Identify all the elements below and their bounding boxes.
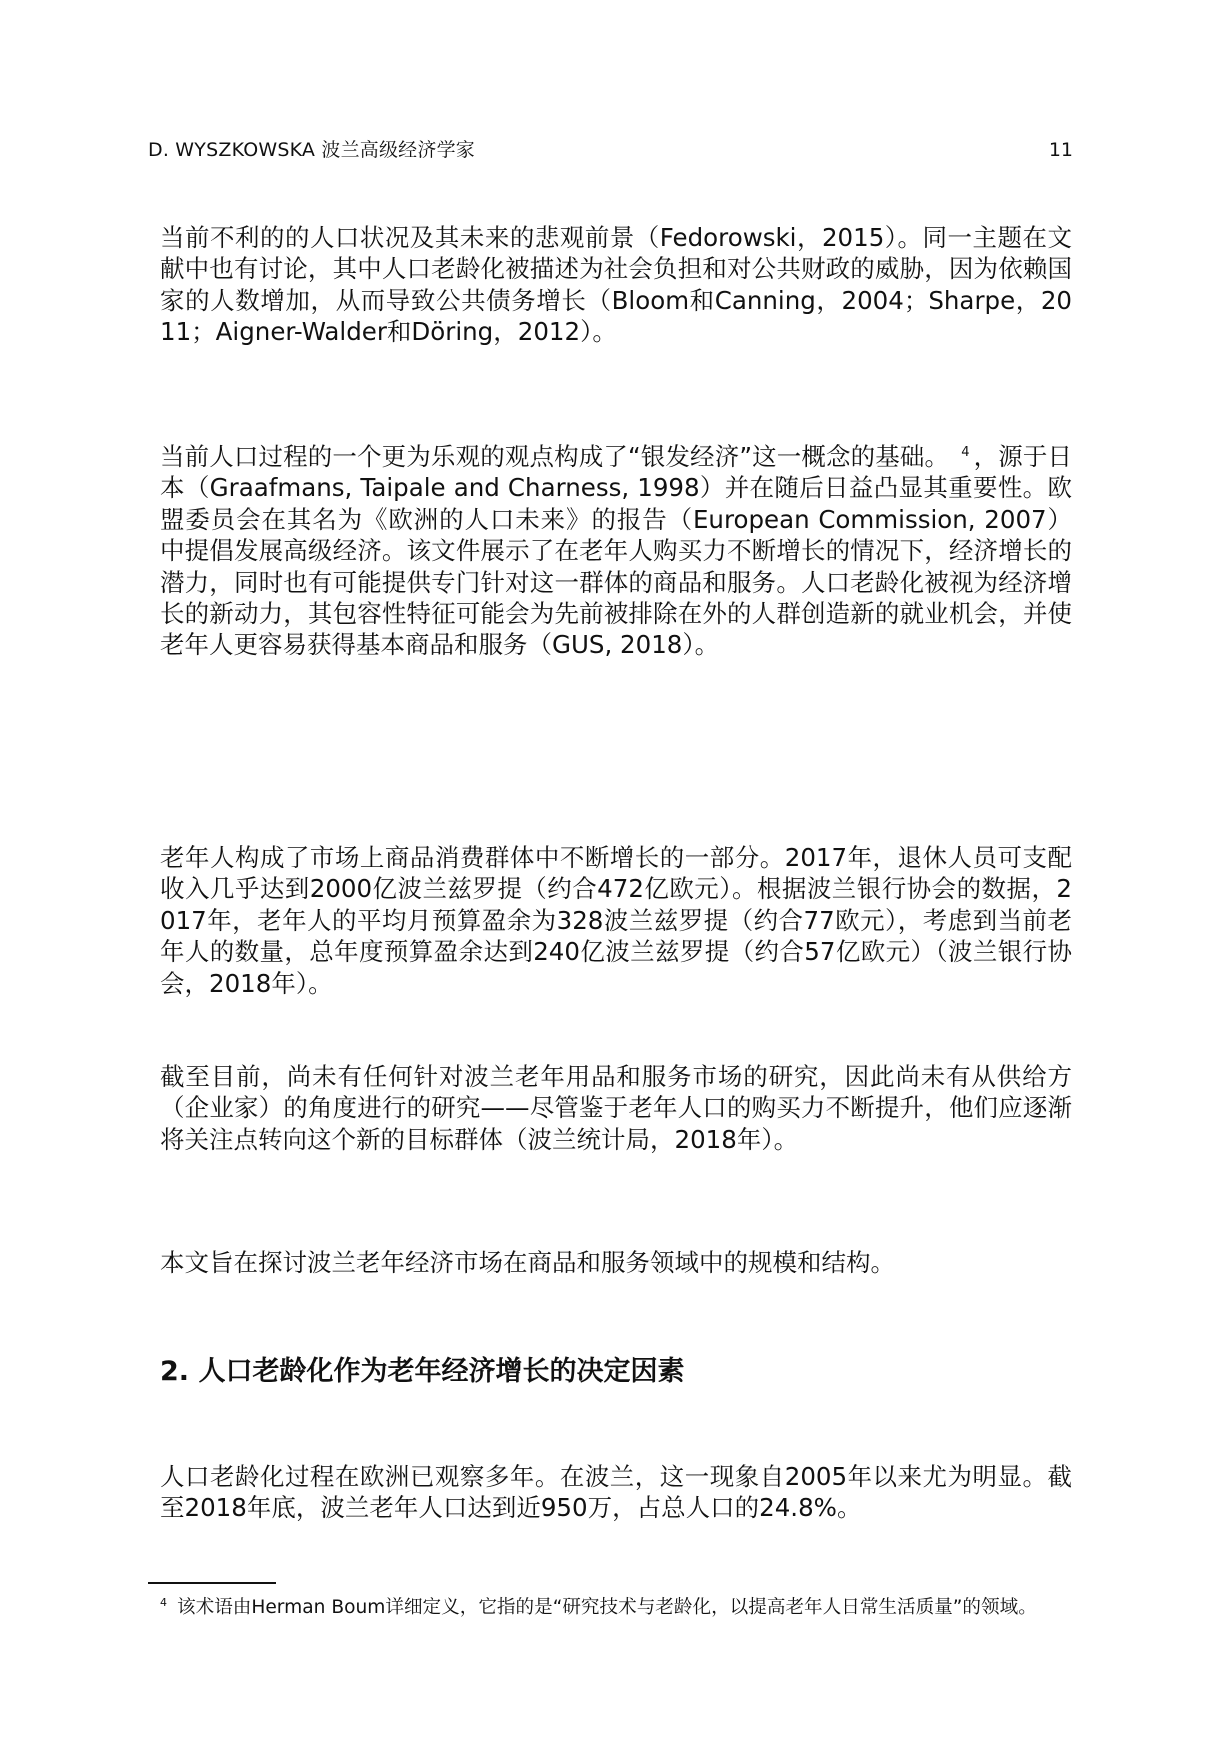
footnote-text: 该术语由Herman Boum详细定义，它指的是“研究技术与老龄化，以提高老年人日常生活质量”的领域。 <box>177 1597 1037 1618</box>
paragraph-2-text-end: ，源于日本（Graafmans, Taipale and Charness, 1998）并在随后日益凸显其重要性。欧盟委员会在其名为《欧洲的人口未来》的报告（European Commission, 2007）中提倡发展高级经济。该文件展示了在老年人购买力不断增长的情况下，经济增长的潜力，同时也有可能提供专门针对这一群体的商品和服务。人口老龄化被视为经济增长的新动力，其包容性特征可能会为先前被排除在外的人群创造新的就业机会，并使老年人更容易获得基本商品和服务（GUS, 2018）。 <box>160 442 1073 660</box>
body-paragraph-6: 人口老龄化过程在欧洲已观察多年。在波兰，这一现象自2005年以来尤为明显。截至2018年底，波兰老年人口达到近950万，占总人口的24.8%。 <box>160 1462 1072 1523</box>
body-paragraph-5: 本文旨在探讨波兰老年经济市场在商品和服务领域中的规模和结构。 <box>160 1248 895 1277</box>
page-number: 11 <box>1048 139 1073 161</box>
running-header-author: D. WYSZKOWSKA 波兰高级经济学家 <box>148 139 475 161</box>
section-heading: 2. 人口老龄化作为老年经济增长的决定因素 <box>160 1356 685 1387</box>
running-header <box>148 138 1073 162</box>
footnote-mark: 4 <box>160 1595 167 1609</box>
footnote-reference[interactable]: 4 <box>961 444 970 460</box>
body-paragraph-2 <box>160 441 1072 661</box>
footnote-divider <box>148 1582 276 1584</box>
body-paragraph-4: 截至目前，尚未有任何针对波兰老年用品和服务市场的研究，因此尚未有从供给方（企业家）的角度进行的研究——尽管鉴于老年人口的购买力不断提升，他们应逐渐将关注点转向这个新的目标群体（波兰统计局，2018年）。 <box>160 1062 1072 1154</box>
body-paragraph-1: 当前不利的的人口状况及其未来的悲观前景（Fedorowski，2015）。同一主题在文献中也有讨论，其中人口老龄化被描述为社会负担和对公共财政的威胁，因为依赖国家的人数增加，从而导致公共债务增长（Bloom和Canning，2004；Sharpe，2011；Aigner-Walder和Döring，2012）。 <box>160 223 1072 347</box>
body-paragraph-3: 老年人构成了市场上商品消费群体中不断增长的一部分。2017年，退休人员可支配收入几乎达到2000亿波兰兹罗提（约合472亿欧元）。根据波兰银行协会的数据，2017年，老年人的平均月预算盈余为328波兰兹罗提（约合77欧元），考虑到当前老年人的数量，总年度预算盈余达到240亿波兰兹罗提（约合57亿欧元）（波兰银行协会，2018年）。 <box>160 843 1072 998</box>
paragraph-2-text-start: 当前人口过程的一个更为乐观的观点构成了“银发经济”这一概念的基础。 <box>160 442 950 471</box>
footnote <box>160 1594 1065 1621</box>
